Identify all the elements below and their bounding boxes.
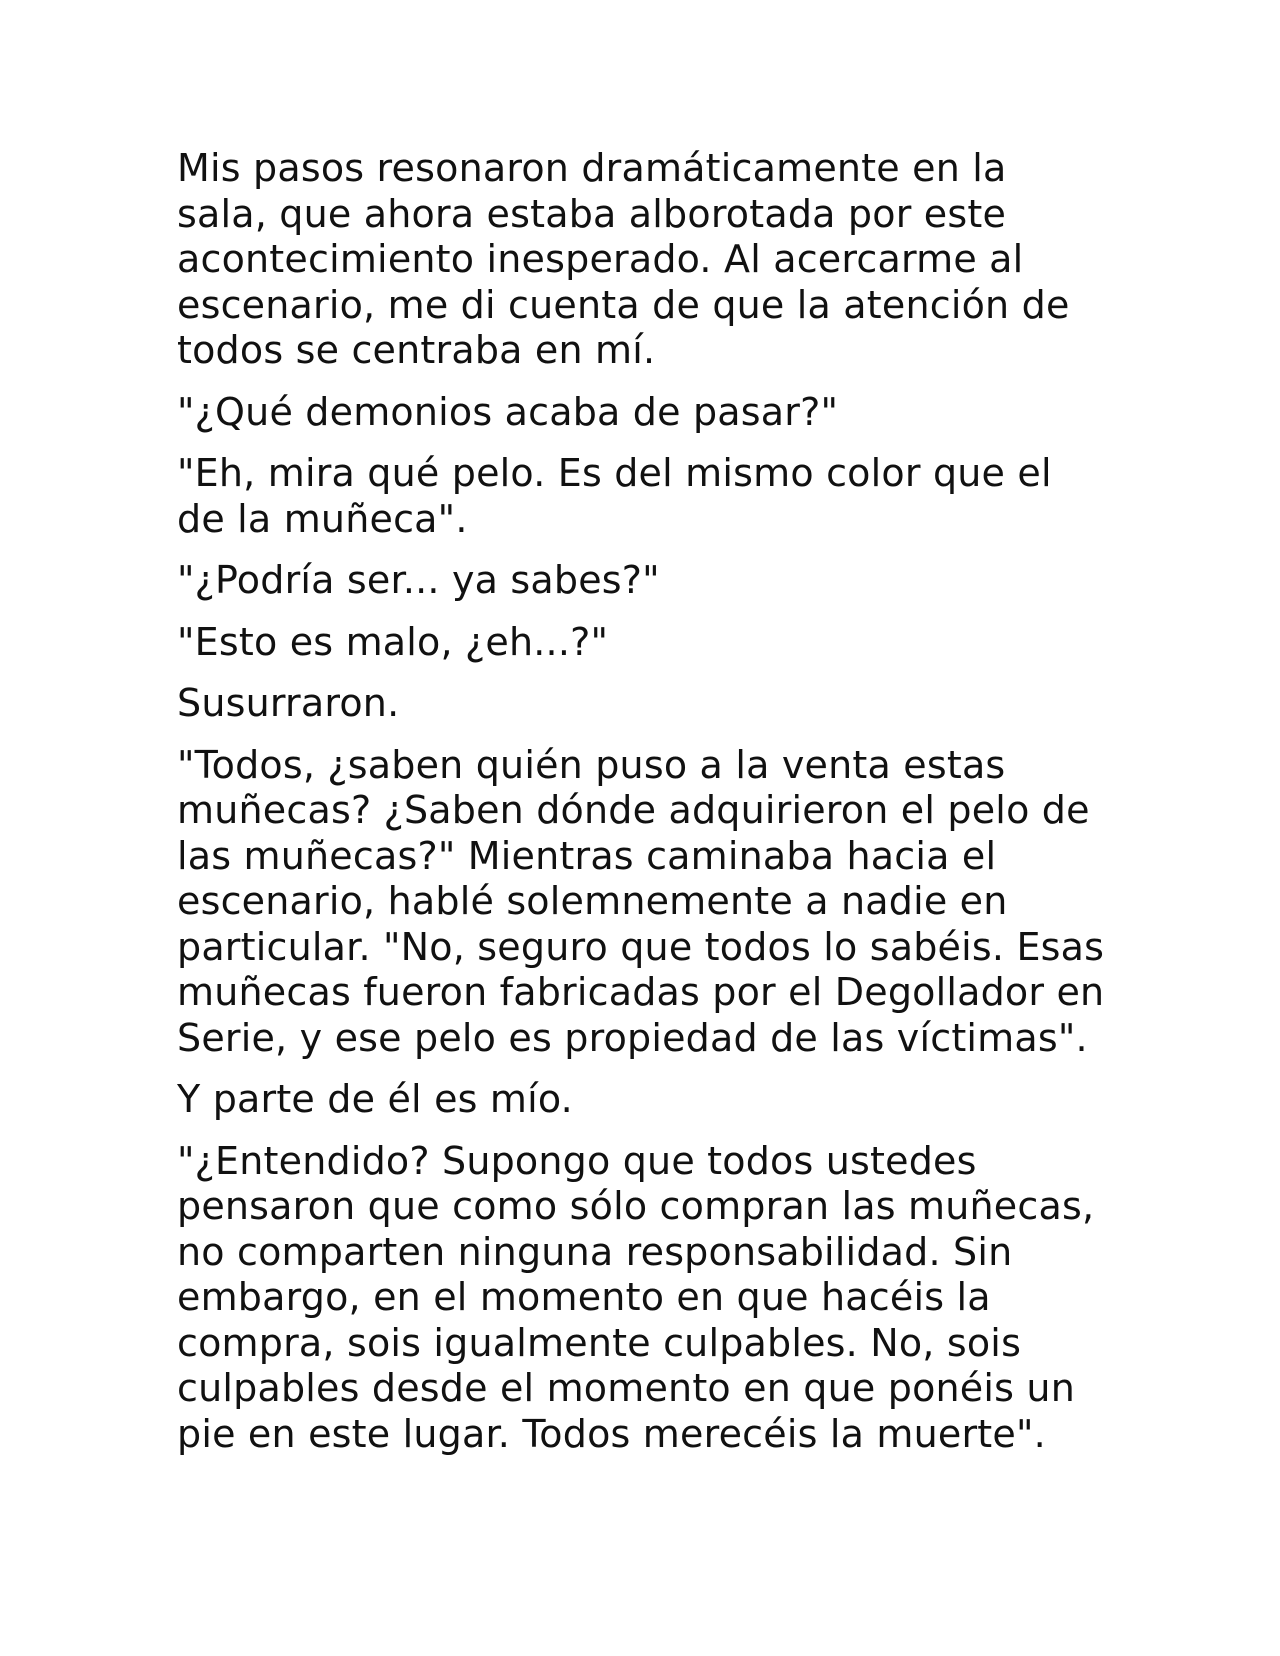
paragraph-6: Susurraron. xyxy=(177,681,400,725)
paragraph-7: "Todos, ¿saben quién puso a la venta estas muñecas? ¿Saben dónde adquirieron el pelo de las muñecas?" Mientras caminaba hacia el escenario, hablé solemnemente a nadie en particular. "No, seguro que todos lo sabéis. Esas muñecas fueron fabricadas por el Degollador en Serie, y ese pelo es propiedad de las víctimas". xyxy=(177,742,1105,1060)
paragraph-9: "¿Entendido? Supongo que todos ustedes pensaron que como sólo compran las muñecas, no comparten ninguna responsabilidad. Sin embargo, en el momento en que hacéis la compra, sois igualmente culpables. No, sois culpables desde el momento en que ponéis un pie en este lugar. Todos merecéis la muerte". xyxy=(177,1138,1095,1456)
document-body xyxy=(177,146,1107,1473)
paragraph-2: "¿Qué demonios acaba de pasar?" xyxy=(177,389,839,434)
paragraph-5: "Esto es malo, ¿eh...?" xyxy=(177,619,609,664)
paragraph-4: "¿Podría ser... ya sabes?" xyxy=(177,558,660,602)
paragraph-1: Mis pasos resonaron dramáticamente en la sala, que ahora estaba alborotada por este acontecimiento inesperado. Al acercarme al escenario, me di cuenta de que la atención de todos se centraba en mí. xyxy=(177,146,1070,372)
paragraph-8: Y parte de él es mío. xyxy=(177,1077,573,1121)
paragraph-3: "Eh, mira qué pelo. Es del mismo color que el de la muñeca". xyxy=(177,451,1052,541)
